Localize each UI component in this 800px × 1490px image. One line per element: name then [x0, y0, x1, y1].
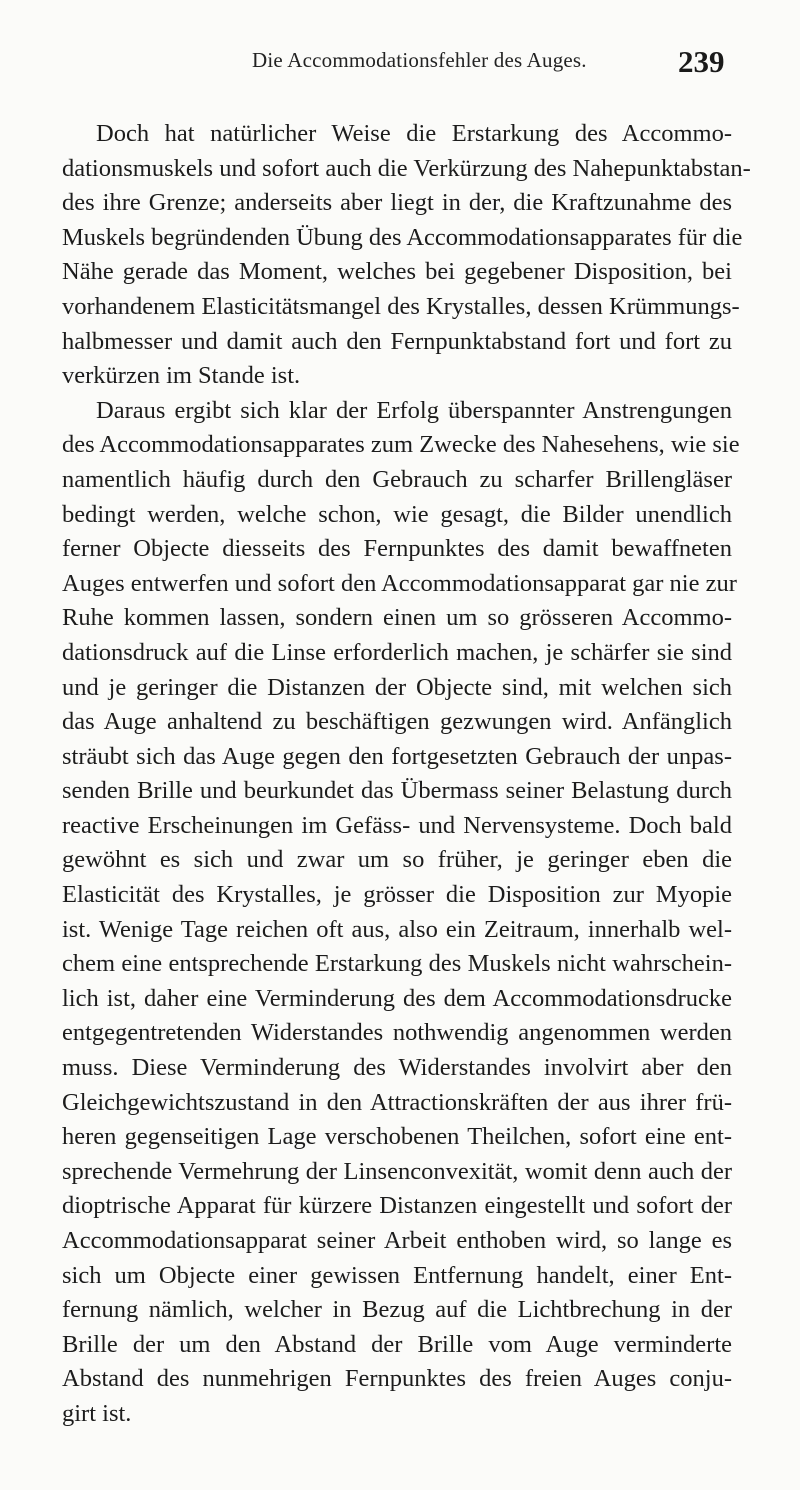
text-line: senden Brille und beurkundet das Übermass seiner Belastung durch — [62, 777, 732, 805]
text-line: bedingt werden, welche schon, wie gesagt, die Bilder unendlich — [62, 500, 732, 528]
text-line: lich ist, daher eine Verminderung des dem Accommodationsdrucke — [62, 984, 732, 1012]
text-line: halbmesser und damit auch den Fernpunktabstand fort und fort zu — [62, 327, 732, 355]
text-line: entgegentretenden Widerstandes nothwendig angenommen werden — [62, 1019, 732, 1047]
text-line: Auges entwerfen und sofort den Accommodationsapparat gar nie zur — [62, 569, 737, 597]
text-line: sich um Objecte einer gewissen Entfernung handelt, einer Ent- — [62, 1261, 732, 1289]
text-line: namentlich häufig durch den Gebrauch zu scharfer Brillengläser — [62, 465, 732, 493]
text-line: reactive Erscheinungen im Gefäss- und Nervensysteme. Doch bald — [62, 811, 732, 839]
text-line: muss. Diese Verminderung des Widerstandes involvirt aber den — [62, 1054, 732, 1082]
text-line: gewöhnt es sich und zwar um so früher, je geringer eben die — [62, 846, 732, 874]
text-line: Accommodationsapparat seiner Arbeit enthoben wird, so lange es — [62, 1227, 732, 1254]
text-line: Muskels begründenden Übung des Accommodationsapparates für die — [62, 223, 743, 251]
body-text — [62, 117, 751, 1432]
text-line: vorhandenem Elasticitätsmangel des Krystalles, dessen Krümmungs- — [62, 292, 740, 320]
text-line: Abstand des nunmehrigen Fernpunktes des freien Auges conju- — [62, 1365, 732, 1393]
text-line: Brille der um den Abstand der Brille vom Auge verminderte — [62, 1330, 732, 1358]
text-line: Ruhe kommen lassen, sondern einen um so grösseren Accommo- — [62, 604, 732, 632]
text-line: Nähe gerade das Moment, welches bei gegebener Disposition, bei — [62, 258, 732, 286]
text-line: sträubt sich das Auge gegen den fortgesetzten Gebrauch der unpas- — [62, 742, 732, 770]
text-line: dationsdruck auf die Linse erforderlich machen, je schärfer sie sind — [62, 638, 732, 666]
running-header: Die Accommodationsfehler des Auges. — [252, 48, 587, 72]
text-line: Doch hat natürlicher Weise die Erstarkung des Accommo- — [96, 120, 732, 147]
text-line: girt ist. — [62, 1399, 132, 1427]
text-line: verkürzen im Stande ist. — [62, 362, 301, 390]
text-line: chem eine entsprechende Erstarkung des Muskels nicht wahrschein- — [62, 950, 732, 978]
text-line: heren gegenseitigen Lage verschobenen Theilchen, sofort eine ent- — [62, 1123, 732, 1151]
text-line: des Accommodationsapparates zum Zwecke des Nahesehens, wie sie — [62, 431, 740, 459]
text-line: des ihre Grenze; anderseits aber liegt in der, die Kraftzunahme des — [62, 189, 732, 217]
text-line: ist. Wenige Tage reichen oft aus, also ein Zeitraum, innerhalb wel- — [62, 915, 732, 943]
text-line: Gleichgewichtszustand in den Attractionskräften der aus ihrer frü- — [62, 1088, 732, 1116]
page-number: 239 — [678, 44, 725, 79]
text-line: Daraus ergibt sich klar der Erfolg überspannter Anstrengungen — [96, 396, 732, 424]
text-line: ferner Objecte diesseits des Fernpunktes des damit bewaffneten — [62, 535, 732, 563]
text-line: fernung nämlich, welcher in Bezug auf die Lichtbrechung in der — [62, 1296, 732, 1324]
paragraph-2 — [62, 394, 740, 1432]
text-line: dationsmuskels und sofort auch die Verkürzung des Nahepunktabstan- — [62, 154, 751, 182]
text-line: sprechende Vermehrung der Linsenconvexität, womit denn auch der — [62, 1157, 732, 1185]
text-line: dioptrische Apparat für kürzere Distanzen eingestellt und sofort der — [62, 1192, 732, 1220]
text-line: und je geringer die Distanzen der Objecte sind, mit welchen sich — [62, 673, 732, 701]
paragraph-1 — [62, 117, 751, 394]
text-line: das Auge anhaltend zu beschäftigen gezwungen wird. Anfänglich — [62, 708, 732, 736]
text-line: Elasticität des Krystalles, je grösser die Disposition zur Myopie — [62, 881, 732, 909]
